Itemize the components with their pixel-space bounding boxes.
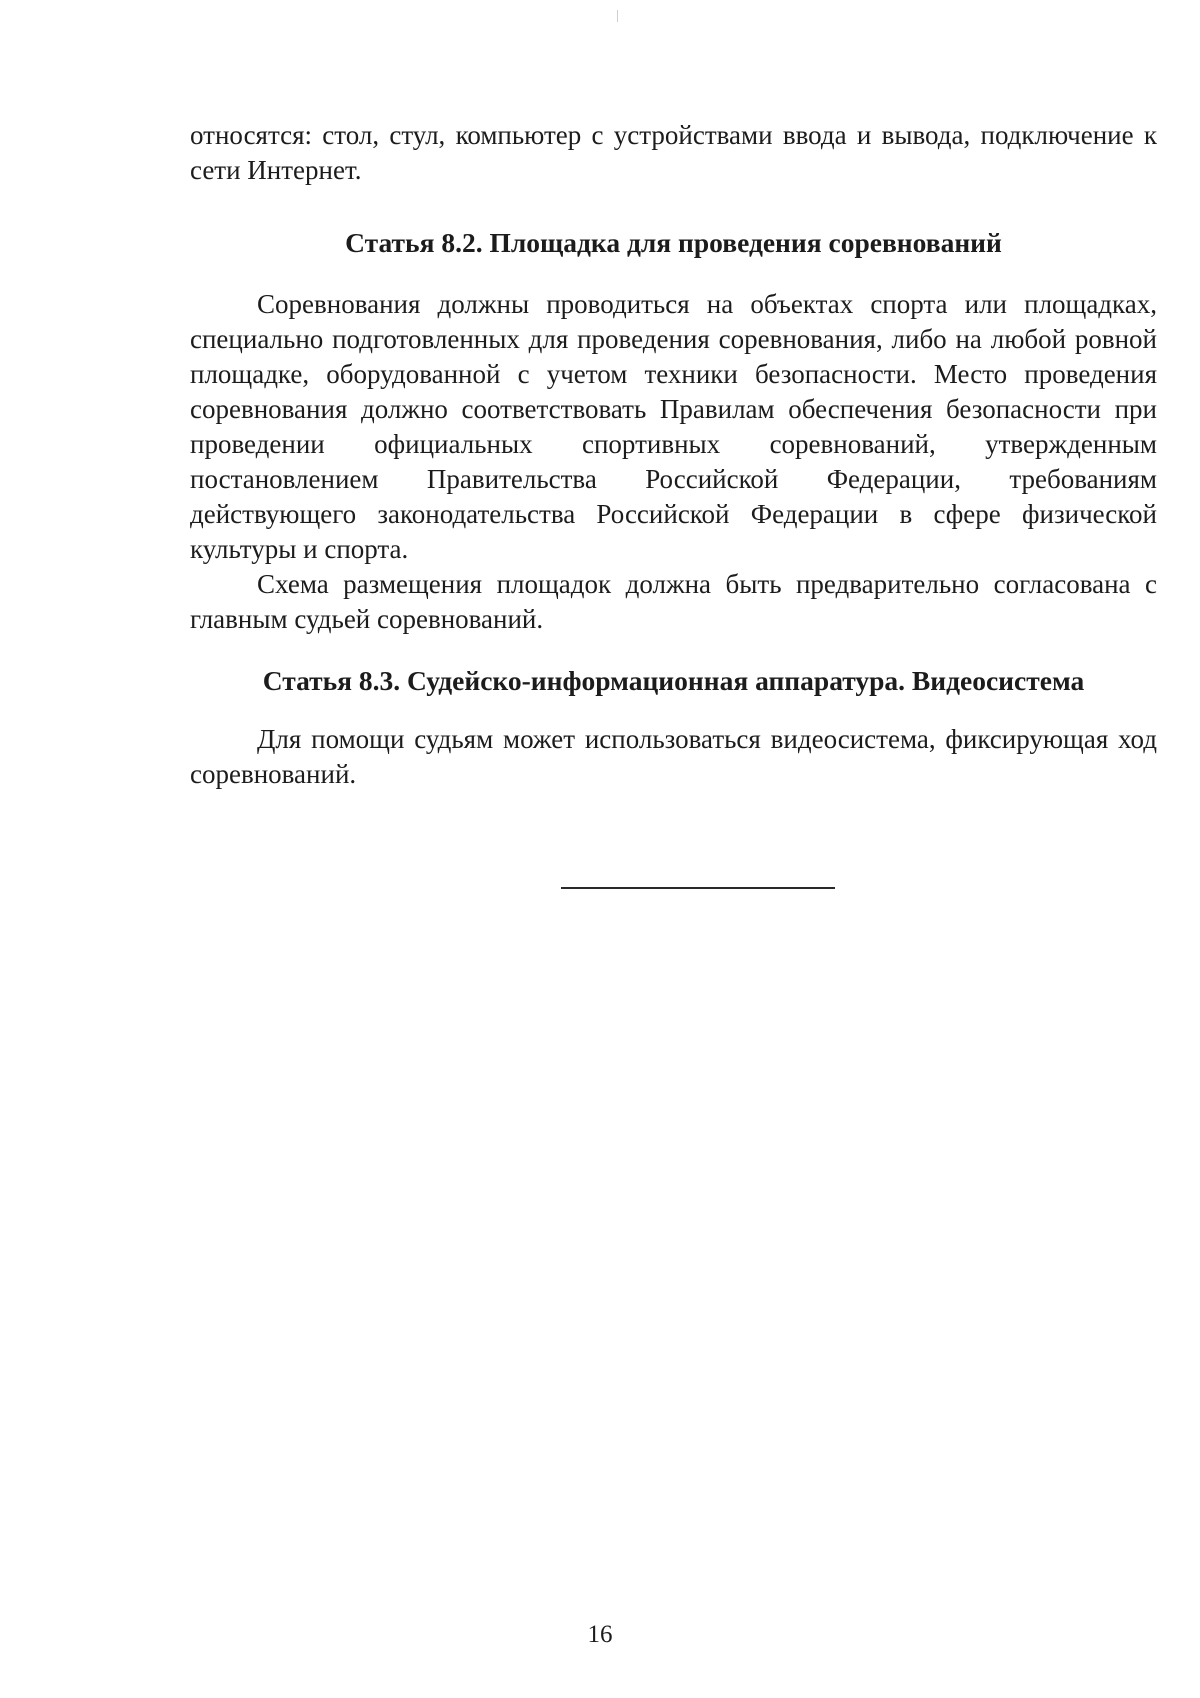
- intro-paragraph: относятся: стол, стул, компьютер с устройствами ввода и вывода, подключение к сети Интернет.: [190, 120, 1157, 185]
- section-8-3-heading: Статья 8.3. Судейско-информационная аппаратура. Видеосистема: [262, 665, 1085, 696]
- section-8-3-body: [190, 722, 1157, 792]
- scan-artifact: [617, 10, 618, 22]
- section-8-2-paragraph-1: Соревнования должны проводиться на объектах спорта или площадках, специально подготовленных для проведения соревнования, либо на любой ровной площадке, оборудованной с учетом техники безопасности. Место проведения соревнования должно соответствовать Правилам обеспечения безопасности при проведении официальных спортивных соревнований, утвержденным постановлением Правительства Российской Федерации, требованиям действующего законодательства Российской Федерации в сфере физической культуры и спорта.: [190, 289, 1157, 564]
- page-number: 16: [587, 1621, 613, 1648]
- section-8-3-paragraph-1: Для помощи судьям может использоваться видеосистема, фиксирующая ход соревнований.: [190, 724, 1157, 789]
- intro-text-block: [190, 118, 1157, 188]
- end-of-section-divider: [561, 887, 835, 889]
- section-8-2-body: [190, 287, 1157, 637]
- section-8-2-heading: Статья 8.2. Площадка для проведения соревнований: [345, 227, 1002, 258]
- section-8-2-paragraph-2: Схема размещения площадок должна быть предварительно согласована с главным судьей соревнований.: [190, 569, 1157, 634]
